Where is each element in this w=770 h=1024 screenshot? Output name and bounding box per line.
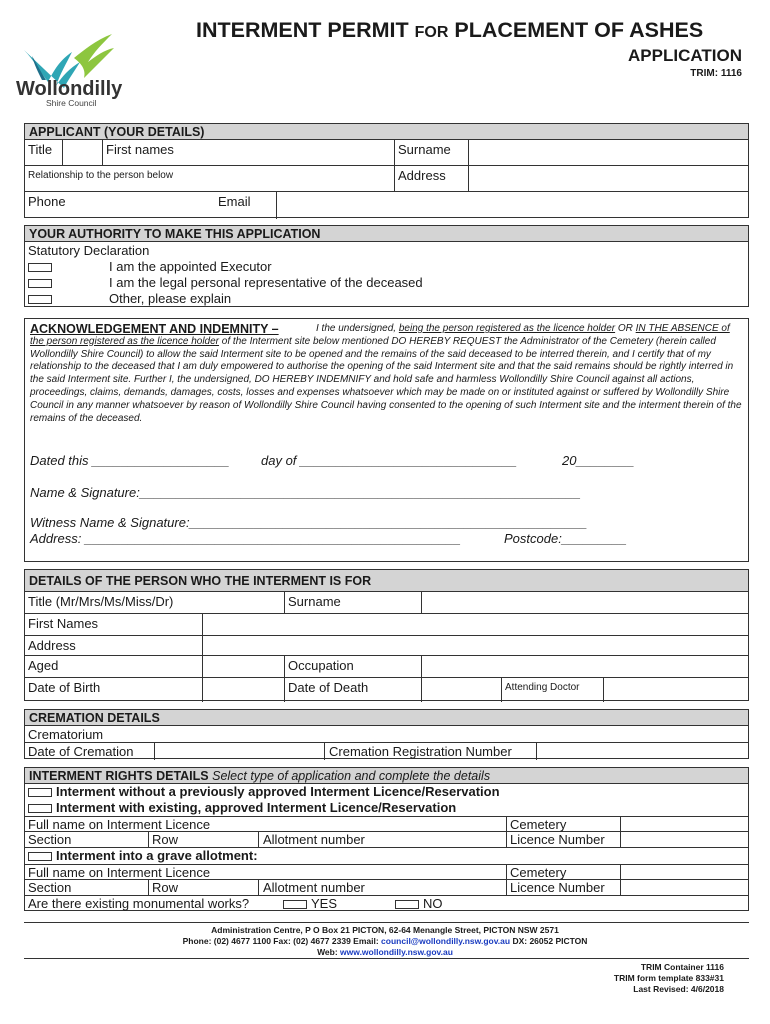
- person-title-field[interactable]: [203, 592, 285, 613]
- cemetery-label-2: Cemetery: [507, 865, 621, 879]
- footer-divider-top: [24, 922, 749, 923]
- witness-field[interactable]: Witness Name & Signature:_______________________________________________________: [30, 515, 588, 530]
- allotment-label[interactable]: Allotment number: [259, 832, 507, 847]
- cemetery-field[interactable]: [621, 817, 748, 831]
- logo-subtitle: Shire Council: [46, 98, 97, 108]
- applicant-heading: APPLICANT (YOUR DETAILS): [25, 124, 748, 140]
- other-label: Other, please explain: [109, 291, 232, 306]
- footer-web: Web: www.wollondilly.nsw.gov.au: [317, 947, 453, 957]
- rights-opt1[interactable]: Interment without a previously approved Interment Licence/Reservation: [28, 784, 500, 799]
- licence-label: Licence Number: [507, 832, 621, 847]
- ack-heading: ACKNOWLEDGEMENT AND INDEMNITY –: [30, 322, 279, 336]
- dated-field[interactable]: Dated this ___________________: [30, 453, 230, 468]
- occupation-field[interactable]: [422, 656, 748, 677]
- trim-template: TRIM form template 833#31: [613, 973, 724, 983]
- dod-label: Date of Death: [285, 678, 422, 702]
- person-surname-field[interactable]: [422, 592, 748, 613]
- aged-label: Aged: [25, 656, 203, 677]
- phone-label: Phone: [28, 194, 66, 209]
- address-field[interactable]: [469, 166, 748, 191]
- licence-label-2: Licence Number: [507, 880, 621, 895]
- occupation-label: Occupation: [285, 656, 422, 677]
- allotment-label-2[interactable]: Allotment number: [259, 880, 507, 895]
- executor-checkbox[interactable]: [28, 263, 52, 272]
- rights-opt3-checkbox[interactable]: [28, 852, 52, 861]
- cremation-reg-label: Cremation Registration Number: [325, 743, 537, 760]
- person-section: [24, 569, 749, 701]
- surname-label: Surname: [395, 140, 469, 165]
- doctor-label: Attending Doctor: [502, 678, 604, 702]
- title-label: Title: [25, 140, 63, 165]
- person-firstnames-label: First Names: [25, 614, 203, 635]
- email-label: Email: [215, 192, 277, 219]
- trim-container: TRIM Container 1116: [640, 962, 724, 972]
- executor-label: I am the appointed Executor: [109, 259, 272, 274]
- cremation-date-label: Date of Cremation: [25, 743, 155, 760]
- representative-checkbox[interactable]: [28, 279, 52, 288]
- dob-field[interactable]: [203, 678, 285, 702]
- postcode-field[interactable]: Postcode:_________: [504, 531, 627, 546]
- authority-heading: YOUR AUTHORITY TO MAKE THIS APPLICATION: [25, 226, 748, 242]
- person-address-label: Address: [25, 636, 203, 655]
- licence-field-2[interactable]: [621, 880, 748, 895]
- monumental-no[interactable]: NO: [395, 896, 443, 911]
- dod-field[interactable]: [422, 678, 502, 702]
- monumental-yes[interactable]: YES: [283, 896, 337, 911]
- person-firstnames-field[interactable]: [203, 614, 748, 635]
- footer-email-link[interactable]: council@wollondilly.nsw.gov.au: [381, 936, 511, 946]
- full-name-label-2[interactable]: Full name on Interment Licence: [25, 865, 507, 879]
- day-of-field[interactable]: day of ______________________________: [261, 453, 517, 468]
- cremation-heading: CREMATION DETAILS: [25, 710, 748, 726]
- cemetery-label: Cemetery: [507, 817, 621, 831]
- authority-section: [24, 225, 749, 307]
- section-label-2[interactable]: Section: [25, 880, 149, 895]
- rights-opt2-checkbox[interactable]: [28, 804, 52, 813]
- first-names-field[interactable]: [209, 140, 395, 165]
- trim-number: TRIM: 1116: [690, 68, 742, 79]
- rights-section: [24, 767, 749, 911]
- footer-web-link[interactable]: www.wollondilly.nsw.gov.au: [340, 947, 453, 957]
- statutory-label: Statutory Declaration: [28, 243, 150, 258]
- name-signature-field[interactable]: Name & Signature:_____________________________________________________________: [30, 485, 581, 500]
- email-field[interactable]: [277, 192, 748, 219]
- applicant-section: [24, 123, 749, 218]
- acknowledgement-section: [24, 318, 749, 562]
- aged-field[interactable]: [203, 656, 285, 677]
- title-field[interactable]: [63, 140, 103, 165]
- row-label[interactable]: Row: [149, 832, 259, 847]
- crematorium-label: Crematorium: [28, 727, 104, 742]
- monumental-question: Are there existing monumental works?: [28, 896, 250, 911]
- footer-divider-bottom: [24, 958, 749, 959]
- doctor-field[interactable]: [604, 678, 748, 702]
- witness-address-field[interactable]: Address: ____________________________________________________: [30, 531, 461, 546]
- no-checkbox[interactable]: [395, 900, 419, 909]
- representative-label: I am the legal personal representative of the deceased: [109, 275, 423, 290]
- rights-opt1-checkbox[interactable]: [28, 788, 52, 797]
- footer-address: Administration Centre, P O Box 21 PICTON, 62-64 Menangle Street, PICTON NSW 2571: [211, 925, 559, 935]
- cremation-section: [24, 709, 749, 759]
- surname-field[interactable]: [469, 140, 748, 165]
- ack-body: I the undersigned, being the person registered as the licence holder OR IN THE ABSENCE of the person registered as the licence holder of the Interment site below mentioned DO HEREBY REQUEST the Administrator of the Cemetery (herein called Wollondilly Shire Council) to allow the said Interment site to be opened and the remains of the said deceased to be interred therein, and I certify that of my relationship to the deceased that I am duly empowered to authorise the opening of the said Interment site and that the said remains should be rightly interred in the said Interment site. Further I, the undersigned, DO HEREBY INDEMNIFY and hold safe and harmless Wollondilly Shire Council against all actions, proceedings, claims, demands, damages, costs, losses and expenses whatsoever which may be made on or instituted against or suffered by Wollondilly Shire Council in any manner whatsoever by reason of Wollondilly Shire Council having consented to the opening of such Interment site and the interment therein of the remains of the deceased.: [30, 323, 742, 424]
- last-revised: Last Revised: 4/6/2018: [633, 984, 724, 994]
- cremation-date-field[interactable]: [155, 743, 325, 760]
- page-title: INTERMENT PERMIT FOR PLACEMENT OF ASHES: [196, 18, 704, 42]
- full-name-label[interactable]: Full name on Interment Licence: [25, 817, 507, 831]
- cremation-reg-field[interactable]: [537, 743, 748, 760]
- row-label-2[interactable]: Row: [149, 880, 259, 895]
- cemetery-field-2[interactable]: [621, 865, 748, 879]
- footer-contact: Phone: (02) 4677 1100 Fax: (02) 4677 2339 Email: council@wollondilly.nsw.gov.au DX: 26052 PICTON: [182, 936, 588, 946]
- rights-opt2[interactable]: Interment with existing, approved Interment Licence/Reservation: [28, 800, 456, 815]
- relationship-field[interactable]: [209, 166, 395, 191]
- section-label[interactable]: Section: [25, 832, 149, 847]
- relationship-label: Relationship to the person below: [28, 170, 174, 181]
- licence-field[interactable]: [621, 832, 748, 847]
- page-subtitle: APPLICATION: [628, 46, 742, 65]
- person-heading: DETAILS OF THE PERSON WHO THE INTERMENT IS FOR: [25, 570, 748, 592]
- rights-heading: INTERMENT RIGHTS DETAILS Select type of application and complete the details: [25, 768, 748, 784]
- dob-label: Date of Birth: [25, 678, 203, 702]
- person-surname-label: Surname: [285, 592, 422, 613]
- first-names-label: First names: [106, 142, 174, 157]
- other-checkbox[interactable]: [28, 295, 52, 304]
- logo-name: Wollondilly: [16, 78, 123, 100]
- person-address-field[interactable]: [203, 636, 748, 655]
- yes-checkbox[interactable]: [283, 900, 307, 909]
- person-title-label: Title (Mr/Mrs/Ms/Miss/Dr): [28, 594, 174, 609]
- rights-opt3[interactable]: Interment into a grave allotment:: [28, 848, 258, 863]
- address-label: Address: [395, 166, 469, 191]
- year-field[interactable]: 20________: [562, 453, 635, 468]
